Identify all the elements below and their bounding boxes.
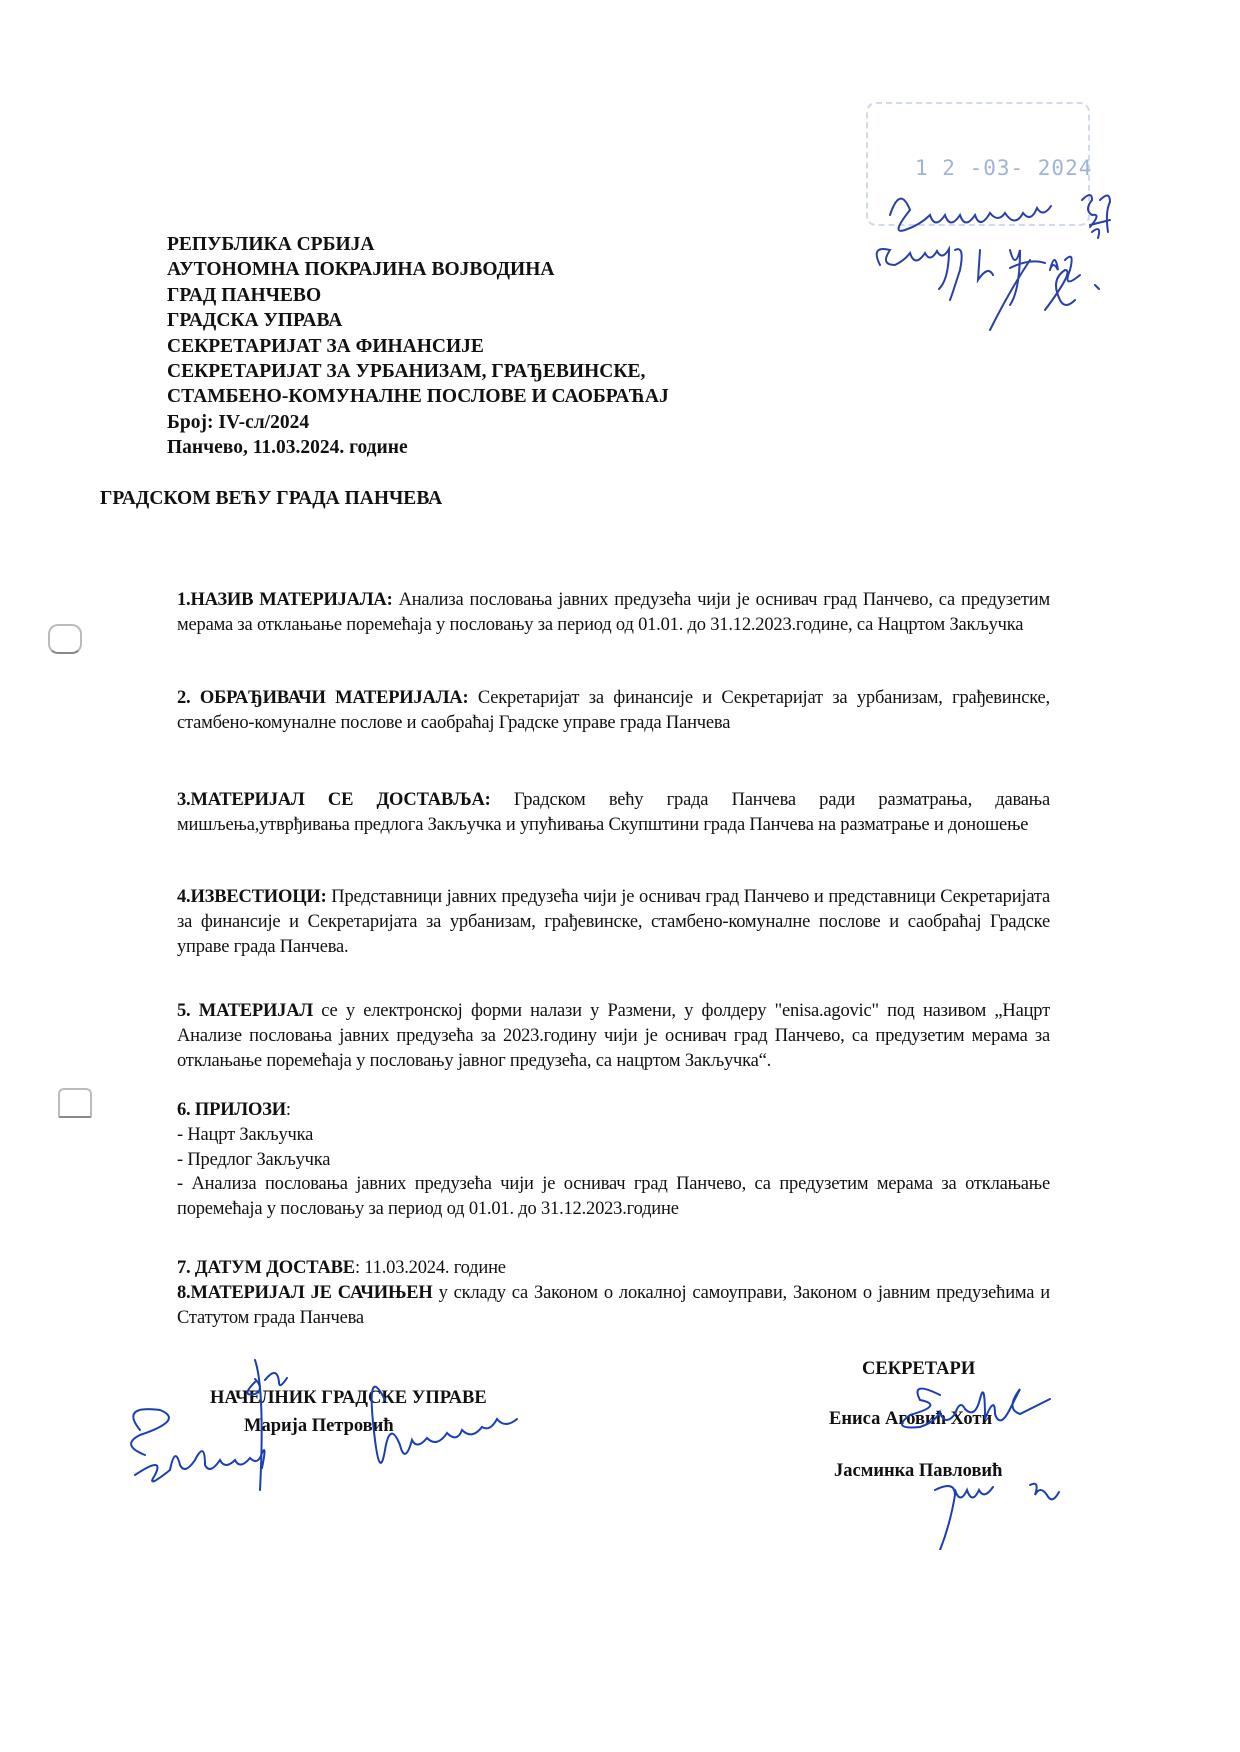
section-text: Градском већу града Панчева ради разматрања, давања мишљења,утврђивања предлога Закључка и упућивања Скупштини града Панчева на разматрање и доношење (177, 790, 1050, 835)
section-authors (177, 686, 1050, 736)
attachment-item: - Нацрт Закључка (177, 1124, 314, 1145)
left-signatory-title: НАЧЕЛНИК ГРАДСКЕ УПРАВЕ (210, 1388, 487, 1408)
section-text: Представници јавних предузећа чији је оснивач град Панчево и представници Секретаријата за финансије и Секретаријата за урбанизам, грађевинске, стамбено-комуналне послове и саобраћај Градске управе града Панчева. (177, 887, 1050, 957)
delivery-label: 7. ДАТУМ ДОСТАВЕ (177, 1258, 355, 1278)
section-label: 3.МАТЕРИЈАЛ СЕ ДОСТАВЉА: (177, 790, 491, 810)
document-date: Панчево, 11.03.2024. године (167, 437, 408, 459)
section-label: 2. ОБРАЂИВАЧИ МАТЕРИЈАЛА: (177, 688, 469, 708)
section-label: 4.ИЗВЕСТИОЦИ: (177, 887, 327, 907)
right-signatory-title: СЕКРЕТАРИ (862, 1359, 976, 1379)
attachments-label: 6. ПРИЛОЗИ (177, 1100, 286, 1120)
header-line: ГРАД ПАНЧЕВО (167, 284, 322, 306)
left-signatures (120, 1350, 600, 1520)
attachment-item: - Анализа пословања јавних предузећа чији је оснивач град Панчево, са предузетим мерама за отклањање поремећаја у пословању за период од 01.01. до 31.12.2023.године (177, 1174, 1050, 1220)
attachment-item: - Предлог Закључка (177, 1149, 331, 1170)
attachments-colon: : (285, 1100, 291, 1120)
section-rapporteurs (177, 885, 1050, 959)
section-compliance (177, 1281, 1050, 1331)
section-text: у складу са Законом о локалној самоуправи, Законом о јавним предузећима и Статутом града Панчева (177, 1283, 1050, 1328)
section-text: Секретаријат за финансије и Секретаријат за урбанизам, грађевинске, стамбено-комуналне послове и саобраћај Градске управе града Панчева (177, 688, 1050, 733)
right-signatory-name-1: Ениса Аговић Хоти (829, 1409, 993, 1429)
header-line: РЕПУБЛИКА СРБИЈА (167, 234, 375, 255)
section-label: 8.МАТЕРИЈАЛ ЈЕ САЧИЊЕН (177, 1283, 433, 1303)
handwritten-note (870, 170, 1150, 340)
right-signatures (880, 1360, 1110, 1550)
section-label: 1.НАЗИВ МАТЕРИЈАЛА: (177, 590, 393, 610)
punch-hole (58, 1088, 92, 1118)
section-label: 5. МАТЕРИЈАЛ (177, 1001, 313, 1021)
section-text: Анализа пословања јавних предузећа чији је оснивач град Панчево, са предузетим мерама за отклањање поремећаја у пословању за период од 01.01. до 31.12.2023.године, са Нацртом Закључка (177, 590, 1051, 635)
header-line: СЕКРЕТАРИЈАТ ЗА ФИНАНСИЈЕ (167, 335, 484, 357)
issuer-header (167, 232, 669, 461)
delivery-date (177, 1256, 1050, 1281)
section-material-title (177, 588, 1050, 638)
header-line: ГРАДСКА УПРАВА (167, 310, 343, 332)
document-number: Број: IV-сл/2024 (167, 411, 310, 433)
attachments (177, 1098, 1050, 1222)
delivery-value: : 11.03.2024. године (354, 1258, 506, 1278)
section-text: се у електронској форми налази у Размени, у фолдеру "enisa.agovic" под називом „Нацрт Анализе пословања јавних предузећа за 2023.годину чији је оснивач град Панчево, са предузетим мерама за отклањање поремећаја у пословању јавног предузећа, са нацртом Закључка“. (177, 1001, 1050, 1071)
header-line: АУТОНОМНА ПОКРАЈИНА ВОЈВОДИНА (167, 259, 555, 281)
header-line: СЕКРЕТАРИЈАТ ЗА УРБАНИЗАМ, ГРАЂЕВИНСКЕ, (167, 361, 646, 383)
section-electronic-material (177, 999, 1050, 1073)
addressee: ГРАДСКОМ ВЕЋУ ГРАДА ПАНЧЕВА (100, 488, 443, 509)
right-signatory-name-2: Јасминка Павловић (834, 1461, 1003, 1481)
left-signatory-name: Марија Петровић (244, 1416, 394, 1436)
section-delivered-to (177, 788, 1050, 838)
stamp-date: 1 2 -03- 2024 (915, 156, 1093, 180)
header-line: СТАМБЕНО-КОМУНАЛНЕ ПОСЛОВЕ И САОБРАЋАЈ (167, 386, 669, 408)
punch-hole (48, 624, 82, 654)
